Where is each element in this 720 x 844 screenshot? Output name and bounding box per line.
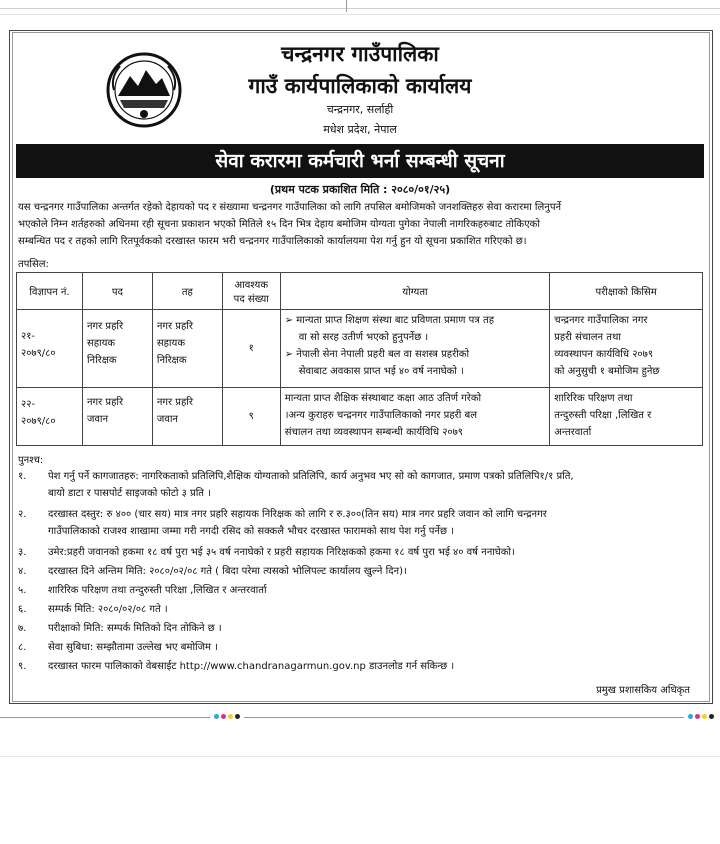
col-exam: परीक्षाको किसिम: [550, 273, 703, 310]
address-line-1: चन्द्रनगर, सर्लाही: [326, 103, 394, 116]
ad-no-text: २२-: [21, 399, 36, 410]
exam-text: चन्द्रनगर गाउँपालिका नगर: [554, 315, 648, 326]
count-cell: १: [222, 310, 280, 388]
exam-text: प्रहरी संचालन तथा: [554, 332, 621, 343]
print-marks-right: [688, 714, 714, 719]
note-number: १.: [18, 471, 27, 482]
cyan-dot-icon: [214, 714, 219, 719]
qualification-text: मान्यता प्राप्त शैक्षिक संस्थाबाट कक्षा आठ उतिर्ण गरेको: [284, 393, 482, 404]
note-number: ४.: [18, 566, 27, 577]
vacancy-table: [16, 272, 703, 446]
level-text: जवान: [156, 414, 178, 425]
note-text: शारिरिक परिक्षण तथा तन्दुरुस्ती परिक्षा ,लिखित र अन्तरवार्ता: [48, 585, 267, 596]
post-text: नगर प्रहरि: [86, 321, 124, 332]
details-label: तपसिल:: [18, 259, 49, 270]
ad-no-cell: [17, 388, 83, 446]
post-text: जवान: [86, 414, 109, 425]
intro-line: भएकोले निम्न शर्तहरुको अधिनमा रही सूचना प्रकाशन भएको मितिले १५ दिन भित्र देहाय बमोजिम योग्यता पुगेका नेपाली नागरिकहरुबाट तोकिएको: [18, 219, 540, 230]
note-number: ३.: [18, 547, 27, 558]
level-text: नगर प्रहरि: [156, 397, 193, 408]
qualification-text: ।अन्य कुराहरु चन्द्रनगर गाउँपालिकाको नगर प्रहरी बल: [284, 410, 477, 421]
note-text: दरखास्त दस्तुर: रु ४०० (चार सय) मात्र नगर प्रहरि सहायक निरिक्षक को लागि र रु.३००(तिन सय) मात्र नगर प्रहरि जवान को लागि चन्द्रनगर: [48, 509, 547, 520]
note-number: ८.: [18, 642, 27, 653]
list-item: [18, 658, 708, 675]
post-text: सहायक: [86, 338, 116, 349]
col-post: पद: [82, 273, 152, 310]
level-text: नगर प्रहरि: [156, 321, 193, 332]
post-cell: [82, 310, 152, 388]
print-rule-mid: [244, 717, 684, 718]
col-needed-line: पद संख्या: [233, 294, 269, 305]
list-item: [18, 601, 708, 618]
list-item: [18, 544, 708, 561]
ad-no-text: २०७९/८०: [21, 348, 56, 359]
note-number: ६.: [18, 604, 27, 615]
table-header-row: [17, 273, 703, 310]
table-row: [17, 310, 703, 388]
level-cell: [152, 310, 222, 388]
yellow-dot-icon: [228, 714, 233, 719]
list-item: [18, 506, 708, 523]
note-text: पेश गर्नु पर्ने कागजातहरु: नागरिकताको प्रतिलिपि,शैक्षिक योग्यताको प्रतिलिपि, कार्य अनुभव भए सो को कागजात, प्रमाण पत्रको प्रतिलिपि१/१ प्रति,: [48, 471, 574, 482]
list-item: [18, 620, 708, 637]
exam-text: शारिरिक परिक्षण तथा: [554, 393, 633, 404]
list-item: [18, 639, 708, 656]
post-text: नगर प्रहरि: [86, 397, 124, 408]
table-row: [17, 388, 703, 446]
scan-bottom-line: [0, 756, 720, 757]
note-text: दरखास्त दिने अन्तिम मिति: २०८०/०२/०८ गते ( बिदा परेमा त्यसको भोलिपल्ट कार्यालय खुल्ने दिन)।: [48, 566, 407, 577]
black-dot-icon: [709, 714, 714, 719]
col-ad-no: विज्ञापन नं.: [17, 273, 83, 310]
level-cell: [152, 388, 222, 446]
level-text: सहायक: [156, 338, 185, 349]
qualification-text: ➢ मान्यता प्राप्त शिक्षण संस्था बाट प्रविणता प्रमाण पत्र तह: [284, 315, 495, 326]
note-number: ९.: [18, 661, 27, 672]
note-number: [18, 485, 48, 502]
note-text: परीक्षाको मिति: सम्पर्क मितिको दिन तोकिने छ ।: [48, 623, 222, 634]
print-marks-left: [214, 714, 240, 719]
yellow-dot-icon: [702, 714, 707, 719]
notes-list: [18, 468, 708, 675]
scan-tick: [346, 0, 347, 12]
list-item: [18, 582, 708, 599]
office-name: गाउँ कार्यपालिकाको कार्यालय: [248, 74, 472, 98]
address-line-2: मधेश प्रदेश, नेपाल: [323, 123, 397, 136]
list-item: [18, 523, 708, 540]
exam-text: अन्तरवार्ता: [554, 427, 592, 438]
print-rule-left: [0, 717, 210, 718]
black-dot-icon: [235, 714, 240, 719]
intro-line: यस चन्द्रनगर गाउँपालिका अन्तर्गत रहेको देहायको पद र संख्यामा चन्द्रनगर गाउँपालिका को लागि तपसिल बमोजिमको जनशक्तिहरु सेवा करारमा लिनुपर्ने: [18, 202, 562, 213]
magenta-dot-icon: [695, 714, 700, 719]
exam-text: को अनुसुची १ बमोजिम हुनेछ: [554, 366, 660, 377]
note-text: बायो डाटा र पासपोर्ट साइजको फोटो ३ प्रति ।: [48, 488, 211, 499]
list-item: [18, 563, 708, 580]
col-qualification: योग्यता: [280, 273, 549, 310]
col-level: तह: [152, 273, 222, 310]
post-text: निरिक्षक: [86, 355, 117, 366]
ad-no-text: २१-: [21, 331, 36, 342]
qualification-text: संचालन तथा व्यवस्थापन सम्बन्धी कार्यविधि २०७९: [284, 427, 464, 438]
exam-cell: [550, 388, 703, 446]
count-cell: ९: [222, 388, 280, 446]
col-needed: [222, 273, 280, 310]
intro-paragraph: [18, 199, 704, 250]
note-text: गाउँपालिकाको राजश्व शाखामा जम्मा गरी नगदी रसिद को सक्कलै भौचर दरखास्त फारामको साथ पेश गर्नु पर्नेछ ।: [48, 526, 454, 537]
note-number: २.: [18, 509, 27, 520]
list-item: [18, 468, 708, 485]
publication-date: (प्रथम पटक प्रकाशित मिति : २०८०/०१/२५): [269, 183, 451, 196]
qualification-text: ➢ नेपाली सेना नेपाली प्रहरी बल वा सशस्त्र प्रहरीको: [284, 349, 470, 360]
qualification-text: सेवाबाट अवकास प्राप्त भई ४० वर्ष ननाघेको ।: [298, 366, 464, 377]
org-name: चन्द्रनगर गाउँपालिका: [281, 42, 439, 66]
note-text: उमेर:प्रहरी जवानको हकमा १८ वर्ष पुरा भई ३५ वर्ष ननाघेको र प्रहरी सहायक निरिक्षकको हकमा १८ वर्ष पुरा भई ४० वर्ष ननाघेको।: [48, 547, 515, 558]
note-number: ५.: [18, 585, 27, 596]
scan-top-line-2: [0, 14, 720, 15]
qualification-cell: [280, 388, 549, 446]
note-text: दरखास्त फारम पालिकाको वेबसाईट http://www.chandranagarmun.gov.np डाउनलोड गर्न सकिन्छ ।: [48, 661, 455, 672]
cyan-dot-icon: [688, 714, 693, 719]
exam-cell: [550, 310, 703, 388]
note-number: ७.: [18, 623, 27, 634]
list-item: [18, 485, 708, 502]
col-needed-line: आवश्यक: [234, 280, 269, 291]
intro-line: सम्बन्धित पद र तहको लागि रितपूर्वकको दरखास्त फारम भरी चन्द्रनगर गाउँपालिकाको कार्यालयमा पेश गर्नु हुन यो सूचना प्रकाशित गरिएको छ।: [18, 236, 527, 247]
scan-top-line: [0, 8, 720, 9]
ad-no-cell: [17, 310, 83, 388]
signatory-title: प्रमुख प्रशासकिय अधिकृत: [596, 685, 690, 696]
qualification-cell: [280, 310, 549, 388]
note-text: सेवा सुबिधा: सम्झौतामा उल्लेख भए बमोजिम ।: [48, 642, 218, 653]
note-text: सम्पर्क मिति: २०८०/०२/०८ गते ।: [48, 604, 168, 615]
exam-text: व्यवस्थापन कार्यविधि २०७९: [554, 349, 654, 360]
notice-title-banner: सेवा करारमा कर्मचारी भर्ना सम्बन्धी सूचना: [16, 144, 704, 178]
note-number: [18, 523, 48, 540]
magenta-dot-icon: [221, 714, 226, 719]
level-text: निरिक्षक: [156, 355, 187, 366]
postscript-label: पुनश्च:: [18, 455, 44, 466]
exam-text: तन्दुरुस्ती परिक्षा ,लिखित र: [554, 410, 652, 421]
qualification-text: वा सो सरह उतीर्ण भएको हुनुपर्नेछ ।: [298, 332, 429, 343]
ad-no-text: २०७९/८०: [21, 416, 56, 427]
post-cell: [82, 388, 152, 446]
